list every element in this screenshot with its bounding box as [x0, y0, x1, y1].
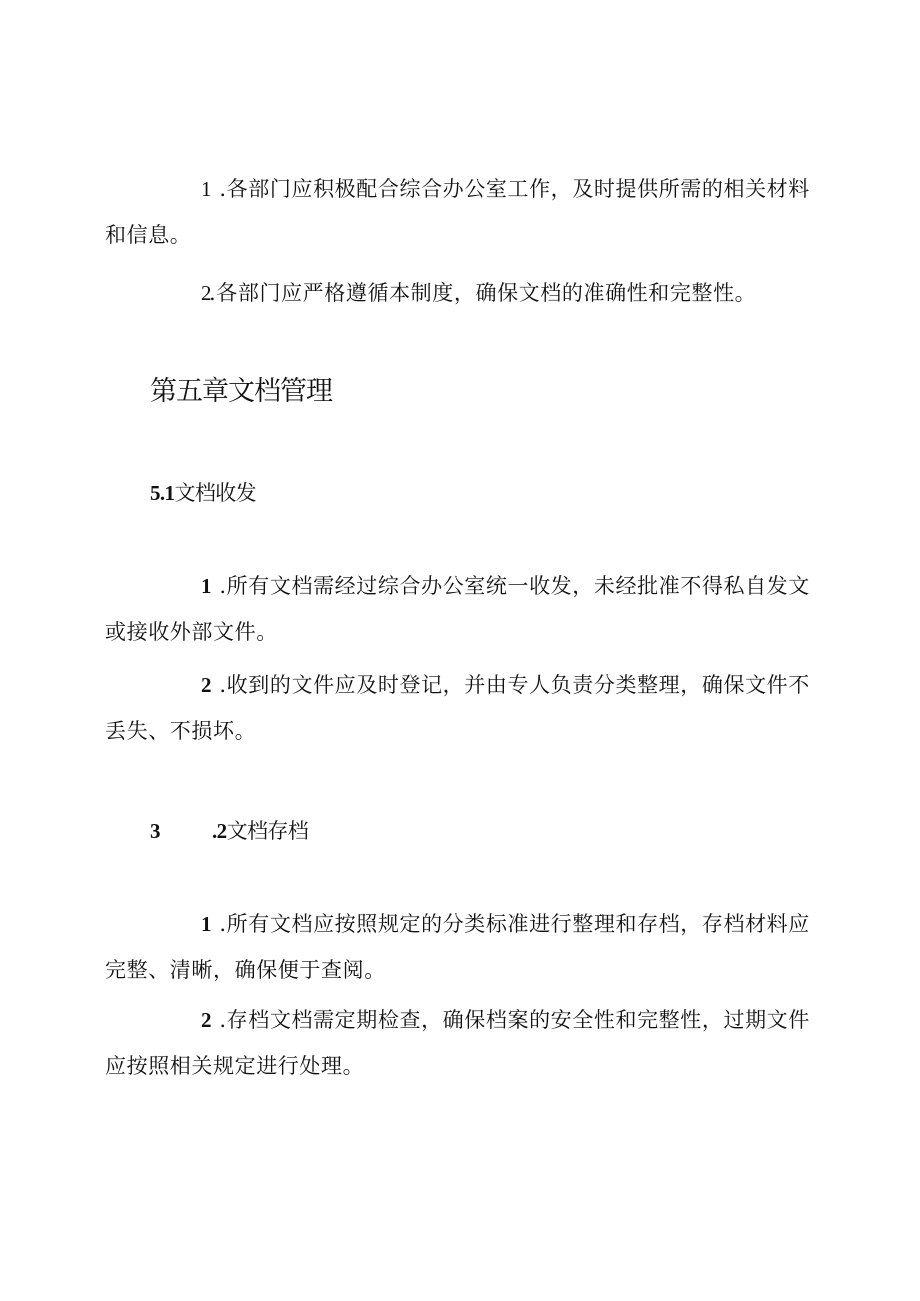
item-text: .各部门应严格遵循本制度，确保文档的准确性和完整性。 [209, 281, 757, 305]
section-label: 文档收发 [174, 481, 257, 505]
chapter-title: 第五章文档管理 [150, 376, 332, 407]
section-number: 3 [150, 819, 160, 843]
section1-item-1 [105, 563, 819, 655]
intro-item-2 [105, 270, 819, 316]
intro-item-1 [105, 166, 819, 258]
item-number: 1 [201, 912, 213, 936]
item-text: .各部门应积极配合综合办公室工作，及时提供所需的相关材料和信息。 [105, 177, 810, 247]
section-number-suffix: .2 [212, 819, 227, 843]
item-number: 2 [201, 1008, 213, 1032]
section-title-5-1 [150, 479, 256, 507]
item-text: .所有文档需经过综合办公室统一收发，未经批准不得私自发文或接收外部文件。 [105, 574, 810, 644]
section-title-5-2 [150, 817, 308, 845]
section-label: 文档存档 [226, 819, 309, 843]
section2-item-1 [105, 901, 819, 993]
item-number: 2 [201, 673, 213, 697]
item-number: 1 [201, 574, 213, 598]
item-number: 2 [201, 281, 213, 305]
item-text: .所有文档应按照规定的分类标准进行整理和存档，存档材料应完整、清晰，确保便于查阅。 [105, 912, 810, 982]
section1-item-2 [105, 662, 819, 754]
item-number: 1 [201, 177, 213, 201]
item-text: .存档文档需定期检查，确保档案的安全性和完整性，过期文件应按照相关规定进行处理。 [105, 1008, 810, 1078]
item-text: .收到的文件应及时登记，并由专人负责分类整理，确保文件不丢失、不损坏。 [105, 673, 810, 743]
section2-item-2 [105, 997, 819, 1089]
section-number: 5.1 [150, 481, 175, 505]
